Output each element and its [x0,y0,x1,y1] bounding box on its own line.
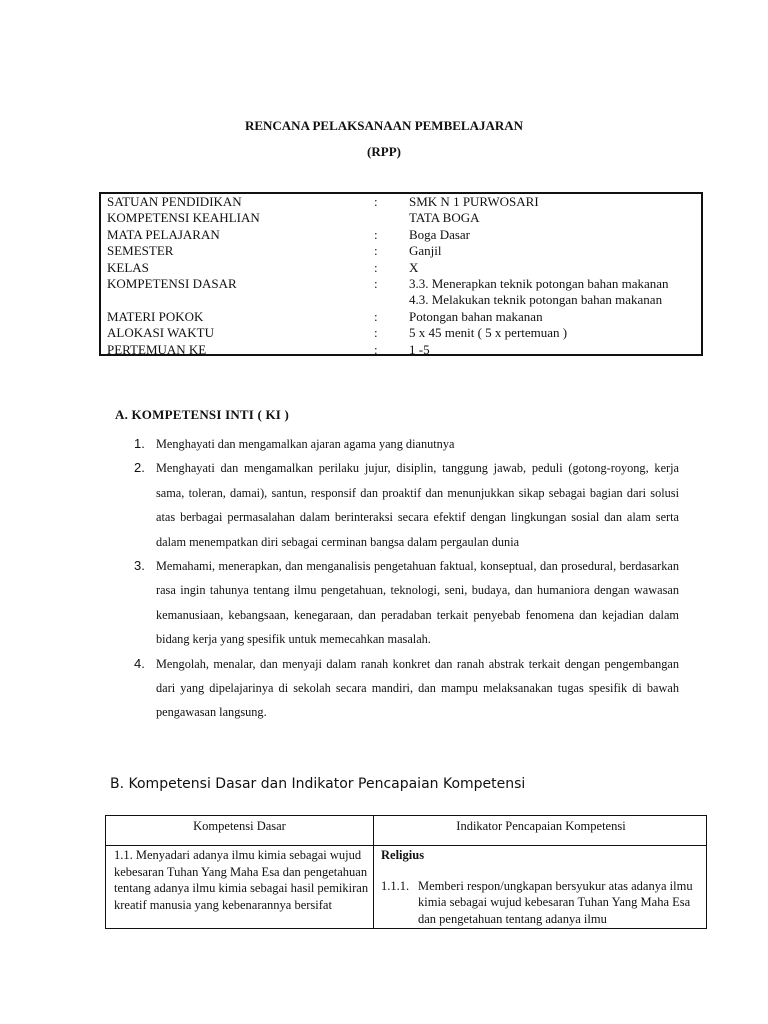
list-number: 1. [134,436,145,451]
info-colon: : [374,243,378,259]
indikator-text: Memberi respon/ungkapan bersyukur atas adanya ilmu kimia sebagai wujud kebesaran Tuhan Yang Maha Esa dan pengetahuan tentang adanya ilmu [418,878,693,926]
indikator-item [381,878,703,928]
info-value: Potongan bahan makanan [409,308,543,324]
info-value: Ganjil [409,243,442,259]
info-label: SEMESTER [107,243,174,259]
info-label: MATERI POKOK [107,308,204,324]
document-subtitle: (RPP) [367,144,401,159]
list-text: Mengolah, menalar, dan menyaji dalam ranah konkret dan ranah abstrak terkait dengan pengembangan dari yang dipelajarinya di sekolah secara mandiri, dan mampu melaksanakan tugas spesifik di bawah pengawasan langsung. [156,656,679,720]
info-value: 3.3. Menerapkan teknik potongan bahan makanan [409,275,669,291]
info-label: MATA PELAJARAN [107,226,220,242]
info-row-mata-pelajaran [101,227,701,243]
table-header-indikator: Indikator Pencapaian Kompetensi [456,819,626,833]
info-value: SMK N 1 PURWOSARI [409,194,539,209]
table-divider-horizontal [106,845,706,846]
info-colon: : [374,275,378,291]
info-label: PERTEMUAN KE [107,341,207,357]
info-row-kompetensi-keahlian [101,210,701,226]
kompetensi-dasar-table [105,815,707,929]
list-number: 4. [134,655,145,671]
info-row-kelas [101,260,701,276]
list-item [134,456,679,554]
info-label: KOMPETENSI DASAR [107,275,237,291]
list-text: Memahami, menerapkan, dan menganalisis pengetahuan faktual, konseptual, dan prosedural, berdasarkan rasa ingin tahunya tentang ilmu pengetahuan, teknologi, seni, budaya, dan humaniora dengan wawasan kemanusiaan, kebangsaan, kenegaraan, dan peradaban terkait penyebab fenomena dan kejadian dalam bidang kerja yang spesifik untuk memecahkan masalah. [156,559,679,647]
list-item [134,652,679,725]
list-text: Menghayati dan mengamalkan ajaran agama yang dianutnya [156,437,455,451]
info-label: KELAS [107,259,149,275]
info-row-satuan-pendidikan [101,194,701,210]
list-number: 2. [134,460,145,476]
info-value: X [409,259,419,275]
info-row-materi-pokok [101,309,701,325]
list-number: 3. [134,558,145,574]
info-value: TATA BOGA [409,210,480,226]
info-colon: : [374,341,378,357]
document-title: RENCANA PELAKSANAAN PEMBELAJARAN [244,118,524,133]
info-value: 5 x 45 menit ( 5 x pertemuan ) [409,325,568,341]
table-header-kompetensi-dasar: Kompetensi Dasar [193,819,286,833]
indikator-number: 1.1.1. [381,878,410,893]
indikator-heading: Religius [381,848,425,862]
info-label: KOMPETENSI KEAHLIAN [107,210,260,226]
identity-table [99,192,703,356]
info-colon: : [374,308,378,324]
section-b-heading: B. Kompetensi Dasar dan Indikator Pencapaian Kompetensi [110,776,526,792]
info-colon: : [374,194,378,209]
kd-text: Menyadari adanya ilmu kimia sebagai wujud kebesaran Tuhan Yang Maha Esa dan pengetahuan tentang adanya ilmu kimia sebagai hasil pemikiran kreatif manusia yang kebenarannya bersifat [114,848,369,912]
info-row-kompetensi-dasar [101,276,701,309]
info-colon: : [374,325,378,341]
info-label: ALOKASI WAKTU [107,325,215,341]
table-cell-kompetensi-dasar [114,847,369,913]
table-cell-indikator [381,847,703,927]
info-value: Boga Dasar [409,226,471,242]
section-a-heading: A. KOMPETENSI INTI ( KI ) [115,407,290,422]
list-item [134,432,679,456]
kompetensi-inti-list [134,432,679,725]
info-value: 1 -5 [409,341,430,357]
info-row-semester [101,243,701,259]
info-colon: : [374,226,378,242]
info-label: SATUAN PENDIDIKAN [107,194,242,209]
list-text: Menghayati dan mengamalkan perilaku jujur, disiplin, tanggung jawab, peduli (gotong-royong, kerja sama, toleran, damai), santun, responsif dan proaktif dan menunjukkan sikap sebagai bagian dari solusi atas berbagai permasalahan dalam berinteraksi secara efektif dengan lingkungan sosial dan alam serta dalam menempatkan diri sebagai cerminan bangsa dalam pergaulan dunia [156,461,679,549]
info-value-secondary: 4.3. Melakukan teknik potongan bahan makanan [409,292,663,308]
info-row-alokasi-waktu [101,325,701,341]
info-row-pertemuan-ke [101,342,701,358]
list-item [134,554,679,652]
info-colon: : [374,259,378,275]
kd-number: 1.1. [114,848,133,862]
